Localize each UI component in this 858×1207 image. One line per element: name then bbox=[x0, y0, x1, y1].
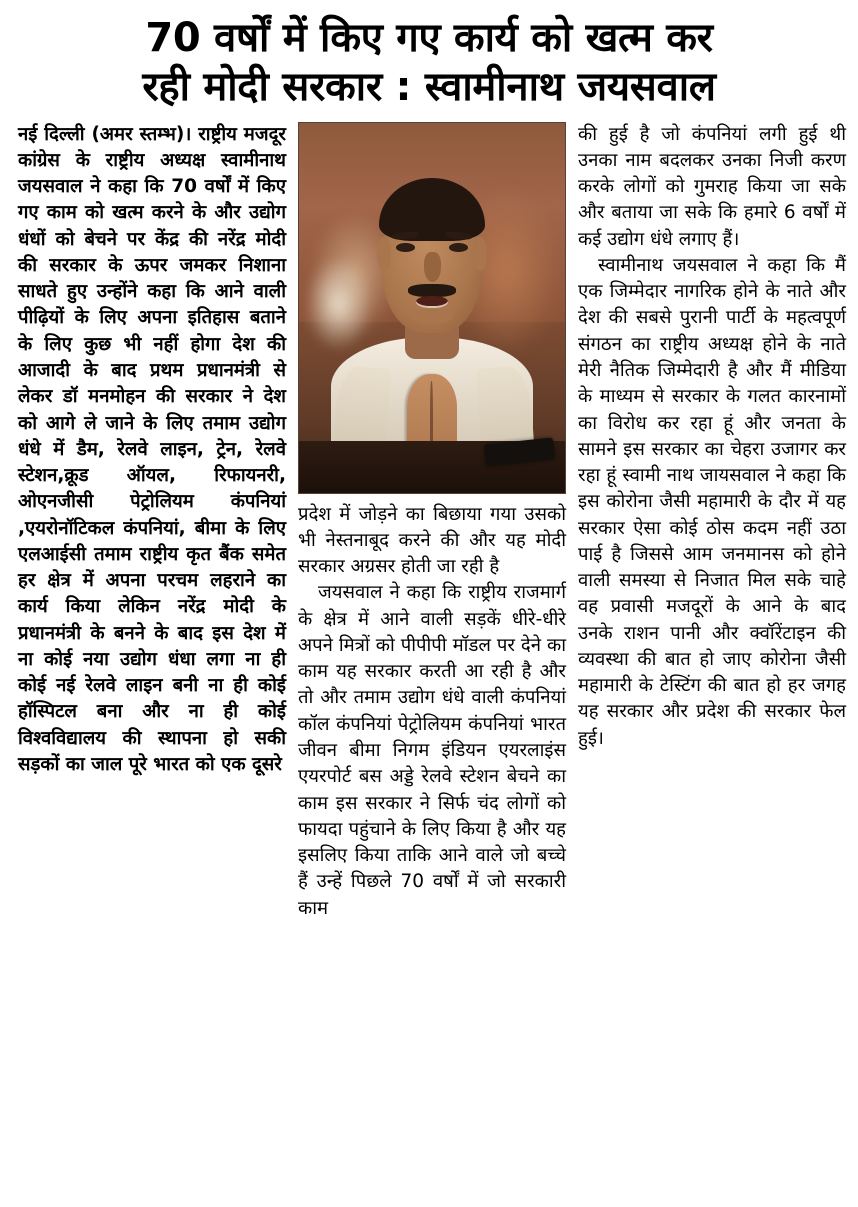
headline-line-1: 70 वर्षों में किए गए कार्य को खत्म कर bbox=[145, 15, 713, 61]
column-middle bbox=[298, 122, 566, 922]
moustache bbox=[408, 284, 456, 297]
body-paragraph: स्वामीनाथ जयसवाल ने कहा कि मैं एक जिम्मेदार नागरिक होने के नाते और देश की सबसे पुरानी पार्टी के महत्वपूर्ण संगठन का राष्ट्रीय अध्यक्ष होने के नाते मेरी नैतिक जिम्मेदारी है और मैं मीडिया के माध्यम से सरकार के गलत कारनामों का विरोध कर रहा हूं और जनता के सामने इस सरकार का चेहरा उजागर कर रहा हूं स्वामी नाथ जायसवाल ने कहा कि इस कोरोना जैसी महामारी के दौर में यह सरकार ऐसा कोई ठोस कदम नहीं उठा पाई है जिससे आम जनमानस को होने वाली समस्या से निजात मिल सके चाहे वह प्रवासी मजदूरों के आने के बाद उनके राशन पानी और क्वॉरेंटाइन की व्यवस्था की बात हो जाए कोरोना जैसी महामारी के टेस्टिंग की बात हो हर जगह यह सरकार और प्रदेश की सरकार फेल हुई। bbox=[578, 254, 846, 749]
portrait-illustration bbox=[299, 123, 565, 493]
ear-right bbox=[473, 237, 486, 270]
photo-background-figure bbox=[304, 256, 373, 352]
dateline-paragraph: नई दिल्ली (अमर स्तम्भ)। राष्ट्रीय मजदूर कांग्रेस के राष्ट्रीय अध्यक्ष स्वामीनाथ जयसवाल ने कहा कि 70 वर्षों में किए गए काम को खत्म करने के और उद्योग धंधों को बेचने पर केंद्र की नरेंद्र मोदी की सरकार के ऊपर जमकर निशाना साधते हुए उन्होंने कहा कि आने वाली पीढ़ियों के लिए अपना इतिहास बताने के लिए कुछ भी नहीं होगा देश की आजादी के बाद प्रथम प्रधानमंत्री से लेकर डॉ मनमोहन की सरकार ने देश को आगे ले जाने के लिए तमाम उद्योग धंधे में डैम, रेलवे लाइन, ट्रेन, रेलवे स्टेशन,क्रूड ऑयल, रिफायनरी, ओएनजीसी पेट्रोलियम क‍ंपनियां ,एयरोनॉटिकल कंपनियां, बीमा के लिए एलआईसी तमाम राष्ट्रीय कृत बैंक समेत हर क्षेत्र में अपना परचम लहराने का कार्य किया लेकिन नरेंद्र मोदी के प्रधानमंत्री के बनने के बाद इस देश में ना कोई नया उद्योग धंधा लगा ना ही कोई नई रेलवे लाइन बनी ना ही कोई हॉस्पिटल बना और ना ही कोई विश्वविद्यालय की स्थापना हो सकी सड़कों का जाल पूरे भारत को एक दूसरे bbox=[18, 123, 286, 775]
article-columns bbox=[18, 122, 846, 922]
column-left bbox=[18, 122, 286, 779]
column-right bbox=[578, 122, 846, 752]
page-title bbox=[18, 14, 840, 112]
ear-left bbox=[377, 237, 390, 270]
body-paragraph: जयसवाल ने कहा कि राष्ट्रीय राजमार्ग के क्षेत्र में आने वाली सड़कें धीरे-धीरे अपने मित्रों को पीपीपी मॉडल पर देने का काम यह सरकार करती आ रही है और तो और तमाम उद्योग धंधे वाली कंपनियां कॉल कंपनियां पेट्रोलियम कंपनियां भारत जीवन बीमा निगम इंडियन एयरलाइंस एयरपोर्ट बस अड्डे रेलवे स्टेशन बेचने का काम इस सरकार ने सिर्फ चंद लोगों को फायदा पहुंचाने के लिए किया है और यह इसलिए किया ताकि आने वाले जो बच्चे हैं उन्हें पिछले 70 वर्षों में जो सरकारी काम bbox=[298, 582, 566, 919]
body-paragraph: की हुई है जो कंपनियां लगी हुई थी उनका नाम बदलकर उनका निजी करण करके लोगों को गुमराह किया जा सके और बताया जा सके कि हमारे 6 वर्षों में कई उद्योग धंधे लगाए हैं। bbox=[578, 123, 846, 250]
mouth bbox=[416, 296, 448, 309]
headline-line-2: रही मोदी सरकार : स्वामीनाथ जयसवाल bbox=[142, 63, 716, 110]
body-paragraph: प्रदेश में जोड़ने का बिछाया गया उसको भी नेस्तनाबूद करने की और यह मोदी सरकार अग्रसर होती जा रही है bbox=[298, 503, 566, 578]
article-photo bbox=[298, 122, 566, 494]
nose bbox=[424, 252, 441, 282]
